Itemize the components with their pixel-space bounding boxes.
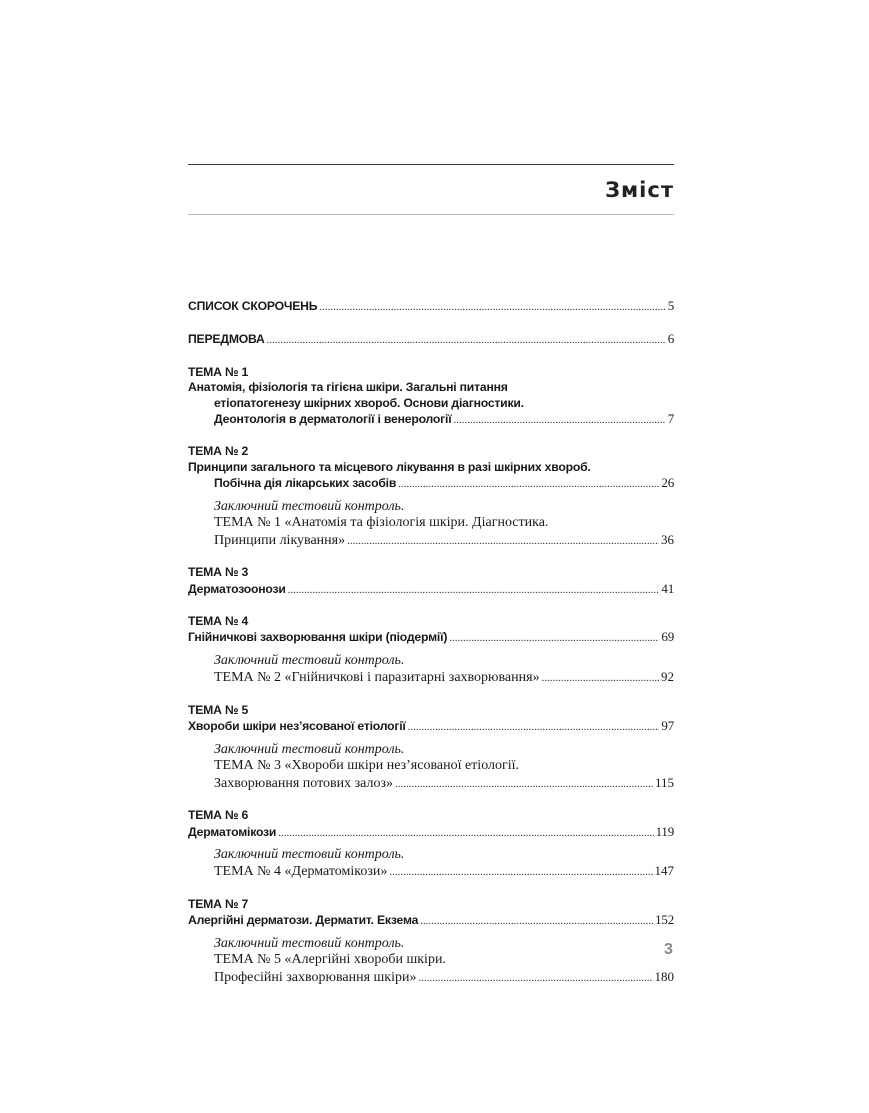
topic-heading: ТЕМА № 6: [188, 808, 249, 823]
toc-page-number: 69: [661, 629, 674, 645]
dot-leader: [347, 533, 659, 550]
dot-leader: [389, 864, 652, 881]
header-top-rule: [188, 164, 674, 165]
topic-title-line: Дерматозоонози: [188, 581, 286, 596]
page-title: Зміст: [605, 178, 674, 202]
topic-heading: ТЕМА № 1: [188, 364, 249, 379]
toc-topic-1[interactable]: [188, 365, 674, 429]
topic-title-line: Дерматомікози: [188, 824, 277, 839]
dot-leader: [398, 476, 659, 492]
topic-heading: ТЕМА № 7: [188, 896, 249, 911]
toc-page-number: 36: [661, 531, 674, 547]
toc-page-number: 152: [655, 912, 674, 928]
toc-page-number: 119: [655, 823, 674, 839]
dot-leader: [542, 670, 659, 687]
dot-leader: [267, 332, 666, 348]
toc-page-number: 97: [661, 718, 674, 734]
topic-title-line: Гнійничкові захворювання шкіри (піодермії): [188, 630, 448, 645]
test-title-line: ТЕМА № 1 «Анатомія та фізіологія шкіри. Діагностика.: [214, 515, 549, 531]
test-title-line: Професійні захворювання шкіри»: [214, 969, 417, 985]
topic-title-line: Принципи загального та місцевого лікування в разі шкірних хвороб.: [188, 459, 591, 474]
topic-title-line: Побічна дія лікарських засобів: [214, 476, 397, 491]
toc-entry-preface[interactable]: [188, 331, 674, 348]
test-label: Заключний тестовий контроль.: [214, 935, 405, 951]
test-label: Заключний тестовий контроль.: [214, 741, 405, 757]
dot-leader: [449, 630, 659, 646]
toc-entry-label: ПЕРЕДМОВА: [188, 332, 265, 347]
toc-page-number: 147: [654, 863, 674, 879]
toc-page-number: 26: [661, 475, 674, 491]
topic-heading: ТЕМА № 4: [188, 613, 249, 628]
toc-page-number: 7: [667, 411, 674, 427]
topic-heading: ТЕМА № 2: [188, 444, 249, 459]
dot-leader: [395, 776, 653, 793]
test-title-line: Принципи лікування»: [214, 532, 346, 548]
topic-title-line: етіопатогенезу шкірних хвороб. Основи діагностики.: [214, 395, 524, 410]
toc-entry-abbreviations[interactable]: [188, 298, 674, 315]
topic-heading: ТЕМА № 5: [188, 702, 249, 717]
toc-topic-3[interactable]: [188, 565, 674, 598]
toc-page-number: 6: [667, 331, 674, 347]
toc-page-number: 180: [654, 968, 674, 984]
toc-topic-5[interactable]: [188, 703, 674, 792]
dot-leader: [453, 412, 665, 428]
dot-leader: [319, 299, 665, 315]
table-of-contents: [188, 298, 674, 1002]
toc-page-number: 41: [661, 580, 674, 596]
toc-topic-2[interactable]: [188, 444, 674, 549]
toc-topic-6[interactable]: [188, 808, 674, 881]
topic-title-line: Алергійні дерматози. Дерматит. Екзема: [188, 913, 419, 928]
dot-leader: [278, 825, 653, 841]
toc-page-number: 92: [661, 669, 674, 685]
toc-page-number: 115: [654, 774, 674, 790]
test-title-line: Захворювання потових залоз»: [214, 775, 393, 791]
header-bottom-rule: [188, 214, 674, 215]
test-label: Заключний тестовий контроль.: [214, 846, 405, 862]
toc-entry-label: СПИСОК СКОРОЧЕНЬ: [188, 299, 318, 313]
test-title-line: ТЕМА № 5 «Алергійні хвороби шкіри.: [214, 952, 446, 968]
test-title-line: ТЕМА № 3 «Хвороби шкіри нез’ясованої етіології.: [214, 758, 520, 774]
test-title-line: ТЕМА № 2 «Гнійничкові і паразитарні захворювання»: [214, 670, 540, 686]
topic-heading: ТЕМА № 3: [188, 565, 249, 580]
toc-topic-4[interactable]: [188, 614, 674, 687]
page-number: 3: [664, 941, 673, 958]
toc-topic-7[interactable]: [188, 897, 674, 986]
dot-leader: [418, 970, 652, 987]
dot-leader: [288, 582, 660, 598]
topic-title-line: Хвороби шкіри нез’ясованої етіології: [188, 719, 406, 734]
test-label: Заключний тестовий контроль.: [214, 652, 405, 668]
dot-leader: [420, 913, 653, 929]
test-label: Заключний тестовий контроль.: [214, 498, 405, 514]
topic-title-line: Анатомія, фізіологія та гігієна шкіри. Загальні питання: [188, 380, 508, 395]
toc-page-number: 5: [667, 298, 674, 313]
topic-title-line: Деонтологія в дерматології і венерології: [214, 412, 452, 427]
dot-leader: [408, 719, 660, 735]
test-title-line: ТЕМА № 4 «Дерматомікози»: [214, 864, 388, 880]
